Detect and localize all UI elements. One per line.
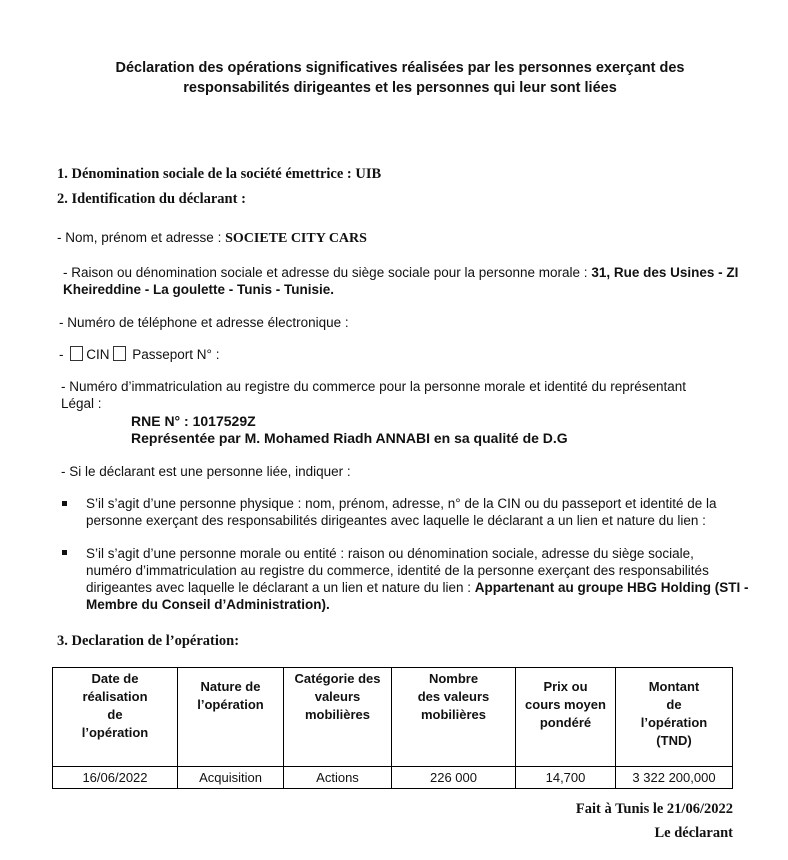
id-document-field: [59, 346, 219, 363]
header-date: Date de réalisation de l’opération: [53, 668, 178, 767]
bullet-personne-morale: [86, 545, 749, 613]
title-line-1: Déclaration des opérations significatives réalisées par les personnes exerçant des: [115, 60, 685, 76]
representative: Représentée par M. Mohamed Riadh ANNABI en sa qualité de D.G: [131, 430, 568, 446]
fait-a-tunis: Fait à Tunis le 21/06/2022: [575, 801, 733, 817]
raison-value-b: Kheireddine - La goulette - Tunis - Tunisie.: [63, 282, 335, 297]
bullet2-line-4-bold: Membre du Conseil d’Administration).: [86, 597, 330, 612]
cell-prix: 14,700: [516, 767, 616, 789]
immat-line-2: Légal :: [61, 396, 102, 411]
cell-montant: 3 322 200,000: [616, 767, 733, 789]
nom-label: - Nom, prénom et adresse :: [57, 230, 226, 245]
bullet1-line-2: personne exerçant des responsabilités dirigeantes avec laquelle le déclarant a un lien et nature du lien :: [86, 513, 706, 528]
passport-label: Passeport N° :: [132, 347, 220, 362]
id-prefix: -: [59, 347, 68, 362]
raison-value-a: 31, Rue des Usines - ZI: [591, 265, 739, 280]
bullet-icon: [62, 501, 67, 506]
header-montant: Montant de l’opération (TND): [616, 668, 733, 767]
passport-checkbox[interactable]: [113, 346, 126, 361]
rne-block: [131, 413, 568, 447]
cell-nature: Acquisition: [178, 767, 284, 789]
bullet2-line-3-bold: Appartenant au groupe HBG Holding (STI -: [474, 580, 749, 595]
bullet2-line-1: S’il s’agit d’une personne morale ou entité : raison ou dénomination sociale, adresse du siège sociale,: [86, 546, 694, 561]
document-title: [60, 58, 740, 98]
cell-date: 16/06/2022: [53, 767, 178, 789]
header-prix: Prix ou cours moyen pondéré: [516, 668, 616, 767]
table-row: [53, 767, 733, 789]
section-2-heading: 2. Identification du déclarant :: [57, 191, 246, 207]
telephone-field: - Numéro de téléphone et adresse électronique :: [59, 315, 349, 330]
nom-value: SOCIETE CITY CARS: [225, 231, 367, 246]
header-nombre: Nombre des valeurs mobilières: [392, 668, 516, 767]
operation-table: [52, 667, 733, 789]
bullet1-line-1: S’il s’agit d’une personne physique : nom, prénom, adresse, n° de la CIN ou du passeport et identité de la: [86, 496, 717, 511]
immatriculation-field: [61, 378, 686, 412]
bullet2-line-2: numéro d’immatriculation au registre du commerce, identité de la personne exerçant des responsabilités: [86, 563, 709, 578]
table-header-row: [53, 668, 733, 767]
bullet-personne-physique: [86, 495, 717, 529]
cell-nombre: 226 000: [392, 767, 516, 789]
section-1-heading: 1. Dénomination sociale de la société émettrice : UIB: [57, 166, 382, 182]
raison-label: - Raison ou dénomination sociale et adresse du siège sociale pour la personne morale :: [63, 265, 592, 280]
cin-label: CIN: [86, 347, 110, 362]
bullet2-line-3: dirigeantes avec laquelle le déclarant a un lien et nature du lien :: [86, 580, 475, 595]
personne-liee-label: - Si le déclarant est une personne liée, indiquer :: [61, 464, 351, 479]
immat-line-1: - Numéro d’immatriculation au registre du commerce pour la personne morale et identité du représentant: [61, 379, 687, 394]
section-3-heading: 3. Declaration de l’opération:: [57, 633, 240, 649]
le-declarant: Le déclarant: [654, 825, 733, 841]
bullet-icon: [62, 550, 67, 555]
cell-categorie: Actions: [284, 767, 392, 789]
header-nature: Nature de l’opération: [178, 668, 284, 767]
title-line-2: responsabilités dirigeantes et les personnes qui leur sont liées: [183, 80, 617, 96]
raison-field: [63, 264, 738, 298]
nom-field: [57, 229, 367, 247]
cin-checkbox[interactable]: [70, 346, 83, 361]
header-categorie: Catégorie des valeurs mobilières: [284, 668, 392, 767]
rne-number: RNE N° : 1017529Z: [131, 413, 256, 429]
